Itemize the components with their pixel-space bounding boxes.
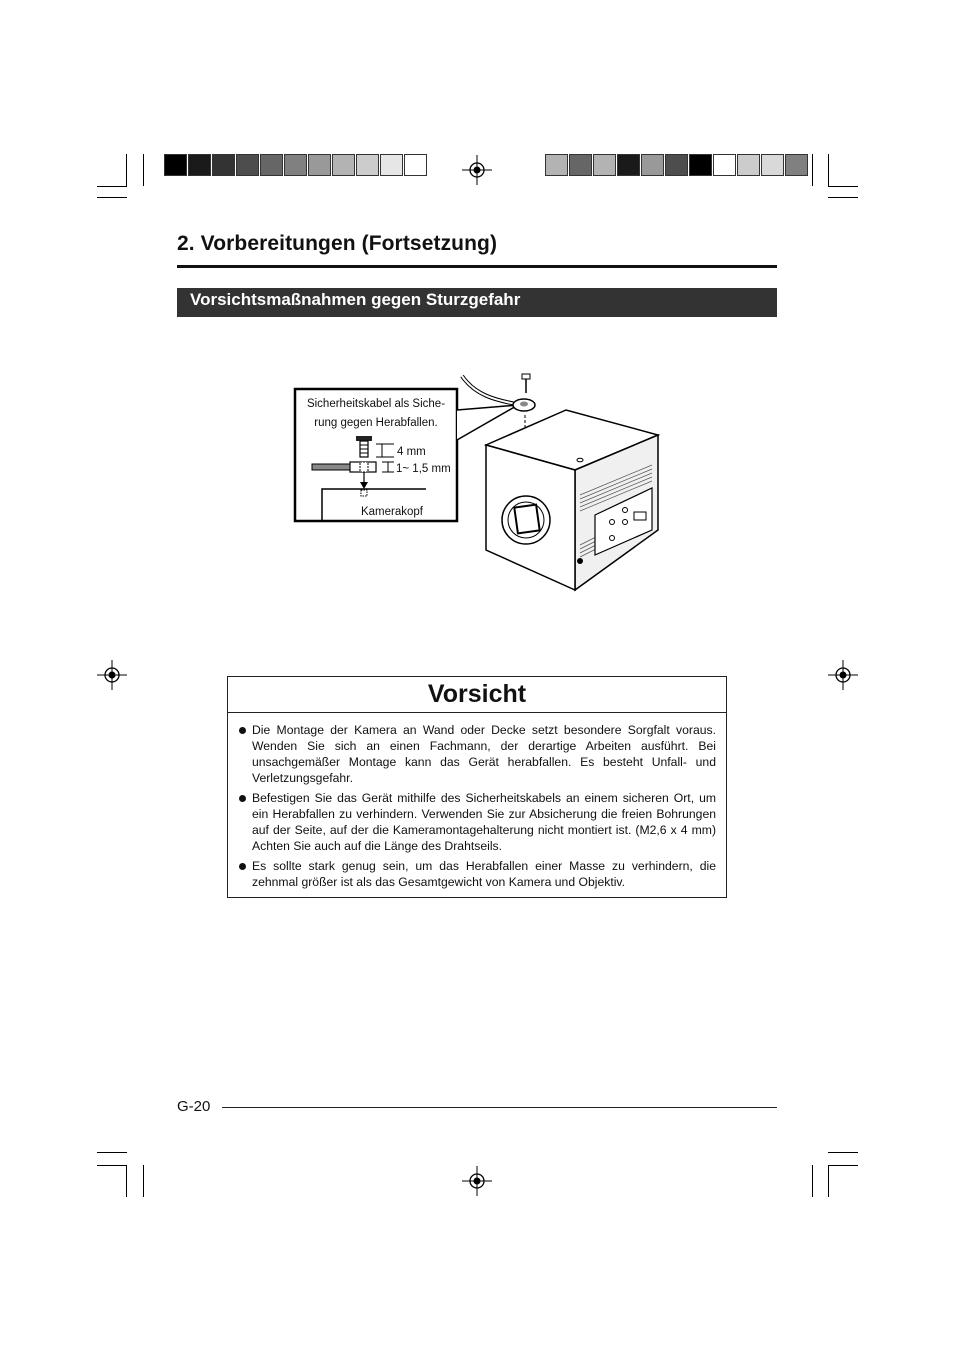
subsection-heading: Vorsichtsmaßnahmen gegen Sturzgefahr: [177, 288, 777, 317]
registration-mark-icon: [462, 1166, 492, 1196]
caution-list: [228, 713, 726, 890]
dimension-4mm: 4 mm: [397, 446, 426, 458]
registration-mark-icon: [462, 155, 492, 185]
list-item: [238, 858, 716, 890]
callout-text-line1: Sicherheitskabel als Siche-: [306, 398, 446, 410]
color-swatch: [380, 154, 403, 176]
color-swatch: [164, 154, 187, 176]
caution-title: Vorsicht: [228, 677, 726, 713]
caution-box: [227, 676, 727, 898]
camera-safety-cable-illustration: [290, 360, 670, 600]
color-swatch: [713, 154, 736, 176]
color-swatch: [284, 154, 307, 176]
color-swatch: [665, 154, 688, 176]
caution-text: Die Montage der Kamera an Wand oder Decke setzt besondere Sorgfalt voraus. Wenden Sie sich an einen Fachmann, der derartige Arbeiten ausführt. Bei unsachgemäßer Montage kann das Gerät herabfallen. Es besteht Unfall- und Verletzungsgefahr.: [252, 723, 716, 785]
bullet-icon: [239, 727, 246, 734]
color-swatch: [404, 154, 427, 176]
color-swatch: [785, 154, 808, 176]
color-swatch: [332, 154, 355, 176]
color-bar-right: [545, 154, 809, 176]
color-swatch: [236, 154, 259, 176]
color-swatch: [641, 154, 664, 176]
dimension-range: 1~ 1,5 mm: [396, 463, 451, 475]
color-bar-left: [164, 154, 428, 176]
color-swatch: [212, 154, 235, 176]
caution-text: Es sollte stark genug sein, um das Herabfallen einer Masse zu verhindern, die zehnmal größer ist als das Gesamtgewicht von Kamera und Objektiv.: [252, 859, 716, 889]
color-swatch: [308, 154, 331, 176]
color-swatch: [188, 154, 211, 176]
color-swatch: [737, 154, 760, 176]
registration-mark-icon: [97, 660, 127, 690]
color-swatch: [545, 154, 568, 176]
list-item: [238, 790, 716, 854]
callout-text-line2: rung gegen Herabfallen.: [314, 417, 438, 429]
title-underline: [177, 265, 777, 268]
caution-text: Befestigen Sie das Gerät mithilfe des Sicherheitskabels an einem sicheren Ort, um ein Herabfallen zu verhindern. Verwenden Sie zur Absicherung die freien Bohrungen auf der Seite, auf der die Kameramontagehalterung nicht montiert ist. (M2,6 x 4 mm) Achten Sie auch auf die Länge des Drahtseils.: [252, 791, 716, 853]
color-swatch: [569, 154, 592, 176]
color-swatch: [356, 154, 379, 176]
footer-rule: [222, 1107, 777, 1108]
page-number: G-20: [177, 1098, 211, 1115]
color-swatch: [617, 154, 640, 176]
registration-mark-icon: [828, 660, 858, 690]
bullet-icon: [239, 863, 246, 870]
color-swatch: [761, 154, 784, 176]
label-camera-head: Kamerakopf: [360, 506, 424, 518]
color-swatch: [689, 154, 712, 176]
page-title: 2. Vorbereitungen (Fortsetzung): [177, 232, 498, 255]
color-swatch: [593, 154, 616, 176]
list-item: [238, 722, 716, 786]
bullet-icon: [239, 795, 246, 802]
color-swatch: [260, 154, 283, 176]
